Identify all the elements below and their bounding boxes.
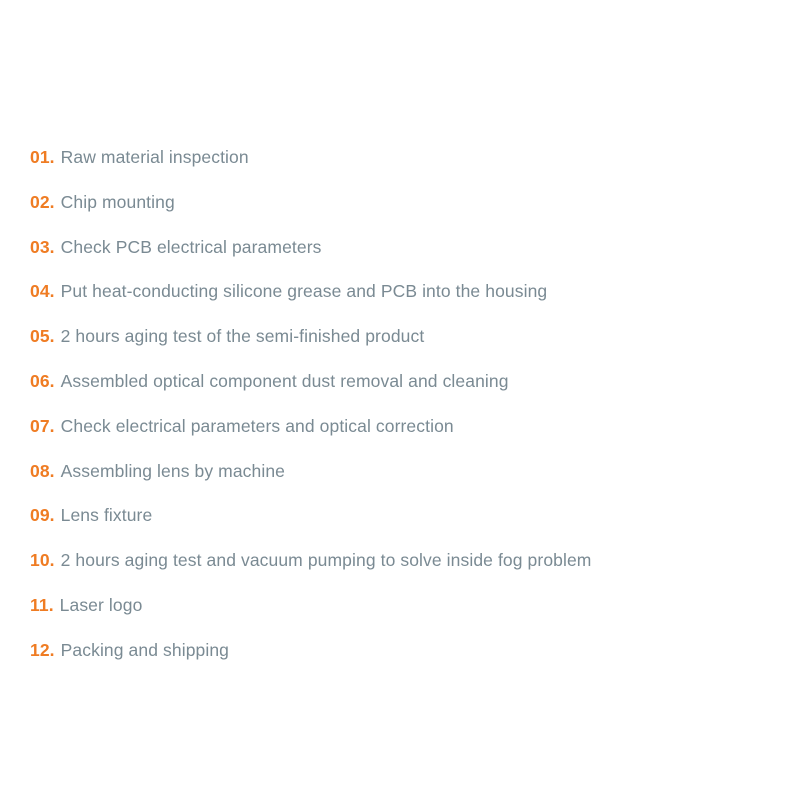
list-item bbox=[30, 628, 770, 673]
step-label: Check electrical parameters and optical correction bbox=[60, 415, 454, 436]
step-number: 06. bbox=[30, 370, 55, 391]
list-item bbox=[30, 493, 770, 538]
step-number: 12. bbox=[30, 639, 55, 660]
step-label: Laser logo bbox=[59, 594, 143, 615]
step-label: Lens fixture bbox=[60, 505, 153, 526]
step-number: 07. bbox=[30, 415, 55, 436]
step-number: 05. bbox=[30, 326, 55, 347]
step-label: Chip mounting bbox=[60, 191, 175, 212]
step-number: 03. bbox=[30, 236, 55, 257]
list-item bbox=[30, 538, 770, 583]
step-label: Assembling lens by machine bbox=[60, 460, 286, 481]
list-item bbox=[30, 269, 770, 314]
step-number: 09. bbox=[30, 505, 55, 526]
list-item bbox=[30, 180, 770, 225]
step-label: 2 hours aging test and vacuum pumping to solve inside fog problem bbox=[60, 550, 592, 571]
process-steps-list bbox=[30, 135, 770, 673]
step-number: 10. bbox=[30, 550, 55, 571]
step-number: 01. bbox=[30, 147, 55, 167]
step-number: 11. bbox=[30, 594, 54, 615]
step-number: 02. bbox=[30, 191, 55, 212]
step-label: Check PCB electrical parameters bbox=[60, 236, 322, 257]
list-item bbox=[30, 135, 770, 180]
list-item bbox=[30, 359, 770, 404]
list-item bbox=[30, 583, 770, 628]
step-number: 04. bbox=[30, 281, 55, 302]
list-item bbox=[30, 404, 770, 449]
step-label: Packing and shipping bbox=[60, 639, 230, 660]
step-number: 08. bbox=[30, 460, 55, 481]
step-label: Assembled optical component dust removal and cleaning bbox=[60, 370, 509, 391]
step-label: Put heat-conducting silicone grease and PCB into the housing bbox=[60, 281, 548, 302]
list-item bbox=[30, 314, 770, 359]
list-item bbox=[30, 449, 770, 494]
list-item bbox=[30, 225, 770, 270]
step-label: Raw material inspection bbox=[60, 147, 249, 167]
step-label: 2 hours aging test of the semi-finished product bbox=[60, 326, 425, 347]
